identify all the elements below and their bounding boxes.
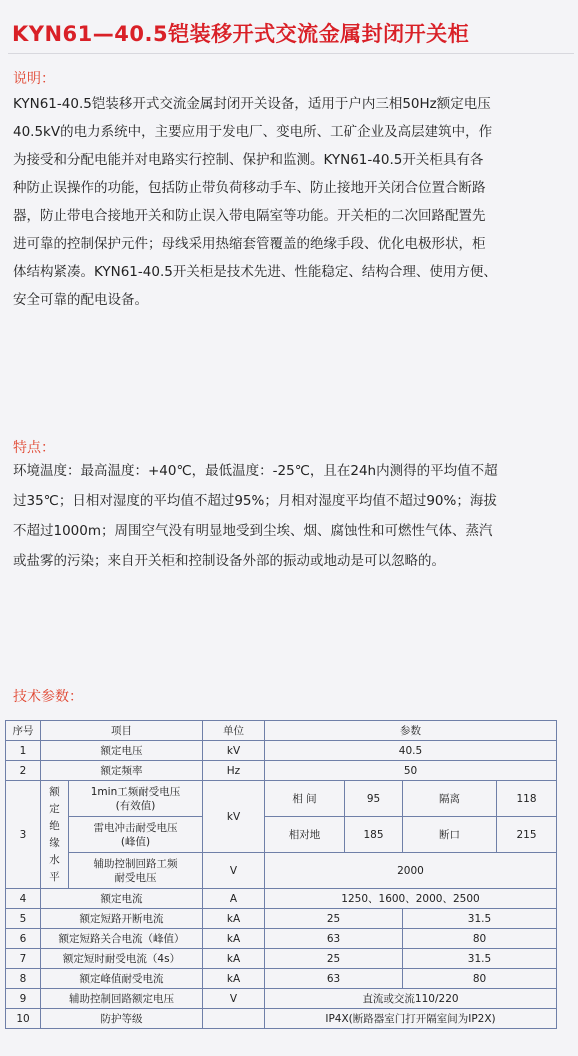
- table-row: [6, 929, 557, 949]
- features-line: 环境温度：最高温度：+40℃，最低温度：-25℃，且在24h内测得的平均值不超: [13, 463, 498, 479]
- row-no: 6: [6, 929, 41, 949]
- features-paragraph: [13, 456, 566, 576]
- row-value: IP4X(断路器室门打开隔室间为IP2X): [265, 1009, 557, 1029]
- power-frequency-withstand-item: [69, 781, 203, 817]
- lightning-impulse-item: [69, 817, 203, 853]
- row-value-2: 80: [403, 929, 557, 949]
- table-row: [6, 989, 557, 1009]
- table-row: [6, 969, 557, 989]
- page-title: KYN61—40.5铠装移开式交流金属封闭开关柜: [12, 22, 470, 46]
- row-no: 9: [6, 989, 41, 1009]
- table-header-row: [6, 721, 557, 741]
- phase-to-phase-label: 相 间: [265, 781, 345, 817]
- group-char: 缘: [49, 836, 60, 849]
- tech-params-table: [5, 720, 557, 1029]
- description-line: 器，防止带电合接地开关和防止误入带电隔室等功能。开关柜的二次回路配置先: [13, 208, 486, 224]
- row-value-1: 25: [265, 909, 403, 929]
- row-value-2: 31.5: [403, 909, 557, 929]
- row-value: 直流或交流110/220: [265, 989, 557, 1009]
- row-no: 1: [6, 741, 41, 761]
- row-unit: kV: [203, 741, 265, 761]
- row-unit: [203, 1009, 265, 1029]
- header-item: 项目: [41, 721, 203, 741]
- group-char: 绝: [49, 819, 60, 832]
- header-value: 参数: [265, 721, 557, 741]
- table-row: [6, 949, 557, 969]
- aux-circuit-withstand-item: [69, 853, 203, 889]
- table-row: [6, 1009, 557, 1029]
- group-char: 额: [49, 785, 60, 798]
- tech-params-table-container: [5, 720, 556, 1029]
- row-value-1: 25: [265, 949, 403, 969]
- row-unit: kA: [203, 949, 265, 969]
- description-line: 体结构紧凑。KYN61-40.5开关柜是技术先进、性能稳定、结构合理、使用方便、: [13, 264, 497, 280]
- item-line: 1min工频耐受电压: [90, 785, 181, 798]
- row-item: 额定短时耐受电流（4s）: [41, 949, 203, 969]
- item-line: 辅助控制回路工频: [93, 857, 178, 870]
- row-item: 额定频率: [41, 761, 203, 781]
- aux-withstand-value: 2000: [265, 853, 557, 889]
- features-line: 过35℃；日相对湿度的平均值不超过95%；月相对湿度平均值不超过90%；海拔: [13, 493, 497, 509]
- description-line: 进可靠的控制保护元件；母线采用热缩套管覆盖的绝缘手段、优化电极形状，柜: [13, 236, 486, 252]
- insulation-group-label: [41, 781, 69, 889]
- phase-to-earth-label: 相对地: [265, 817, 345, 853]
- row-value-1: 63: [265, 969, 403, 989]
- header-no: 序号: [6, 721, 41, 741]
- item-line: 耐受电压: [114, 871, 157, 884]
- row-unit: V: [203, 989, 265, 1009]
- row-unit: kA: [203, 969, 265, 989]
- phase-to-phase-value: 95: [345, 781, 403, 817]
- row-no: 4: [6, 889, 41, 909]
- row-value: 40.5: [265, 741, 557, 761]
- row-unit: kA: [203, 909, 265, 929]
- row-value: 50: [265, 761, 557, 781]
- row-unit: kV: [203, 781, 265, 853]
- row-item: 额定电流: [41, 889, 203, 909]
- description-paragraph: [13, 90, 566, 314]
- group-char: 平: [49, 870, 60, 883]
- row-item: 额定短路开断电流: [41, 909, 203, 929]
- row-no: 3: [6, 781, 41, 889]
- row-value: 1250、1600、2000、2500: [265, 889, 557, 909]
- row-item: 辅助控制回路额定电压: [41, 989, 203, 1009]
- row-no: 2: [6, 761, 41, 781]
- row-value-2: 80: [403, 969, 557, 989]
- row-unit: kA: [203, 929, 265, 949]
- features-line: 或盐雾的污染；来自开关柜和控制设备外部的振动或地动是可以忽略的。: [13, 553, 445, 569]
- row-item: 额定短路关合电流（峰值）: [41, 929, 203, 949]
- item-line: (峰值): [120, 835, 151, 848]
- isolation-label: 隔离: [403, 781, 497, 817]
- break-label: 断口: [403, 817, 497, 853]
- table-row: [6, 741, 557, 761]
- description-line: 种防止误操作的功能，包括防止带负荷移动手车、防止接地开关闭合位置合断路: [13, 180, 486, 196]
- row-unit: A: [203, 889, 265, 909]
- description-heading: 说明：: [13, 71, 55, 87]
- table-row: [6, 853, 557, 889]
- row-unit: Hz: [203, 761, 265, 781]
- header-unit: 单位: [203, 721, 265, 741]
- features-line: 不超过1000m；周围空气没有明显地受到尘埃、烟、腐蚀性和可燃性气体、蒸汽: [13, 523, 493, 539]
- row-item: 防护等级: [41, 1009, 203, 1029]
- row-item: 额定峰值耐受电流: [41, 969, 203, 989]
- tech-params-heading: 技术参数：: [13, 689, 83, 705]
- title-divider: [8, 53, 574, 54]
- row-no: 5: [6, 909, 41, 929]
- table-row: [6, 761, 557, 781]
- item-line: (有效值): [115, 799, 156, 812]
- row-no: 8: [6, 969, 41, 989]
- description-line: 安全可靠的配电设备。: [13, 292, 148, 308]
- row-unit: V: [203, 853, 265, 889]
- table-row: [6, 781, 557, 817]
- break-value: 215: [497, 817, 557, 853]
- row-no: 10: [6, 1009, 41, 1029]
- description-line: KYN61-40.5铠装移开式交流金属封闭开关设备，适用于户内三相50Hz额定电压: [13, 96, 491, 112]
- group-char: 水: [49, 853, 60, 866]
- row-item: 额定电压: [41, 741, 203, 761]
- description-line: 40.5kV的电力系统中，主要应用于发电厂、变电所、工矿企业及高层建筑中，作: [13, 124, 493, 140]
- row-no: 7: [6, 949, 41, 969]
- table-row: [6, 909, 557, 929]
- isolation-value: 118: [497, 781, 557, 817]
- group-char: 定: [49, 802, 60, 815]
- table-row: [6, 817, 557, 853]
- table-row: [6, 889, 557, 909]
- description-line: 为接受和分配电能并对电路实行控制、保护和监测。KYN61-40.5开关柜具有各: [13, 152, 484, 168]
- row-value-2: 31.5: [403, 949, 557, 969]
- features-heading: 特点：: [13, 440, 55, 456]
- phase-to-earth-value: 185: [345, 817, 403, 853]
- item-line: 雷电冲击耐受电压: [93, 821, 178, 834]
- row-value-1: 63: [265, 929, 403, 949]
